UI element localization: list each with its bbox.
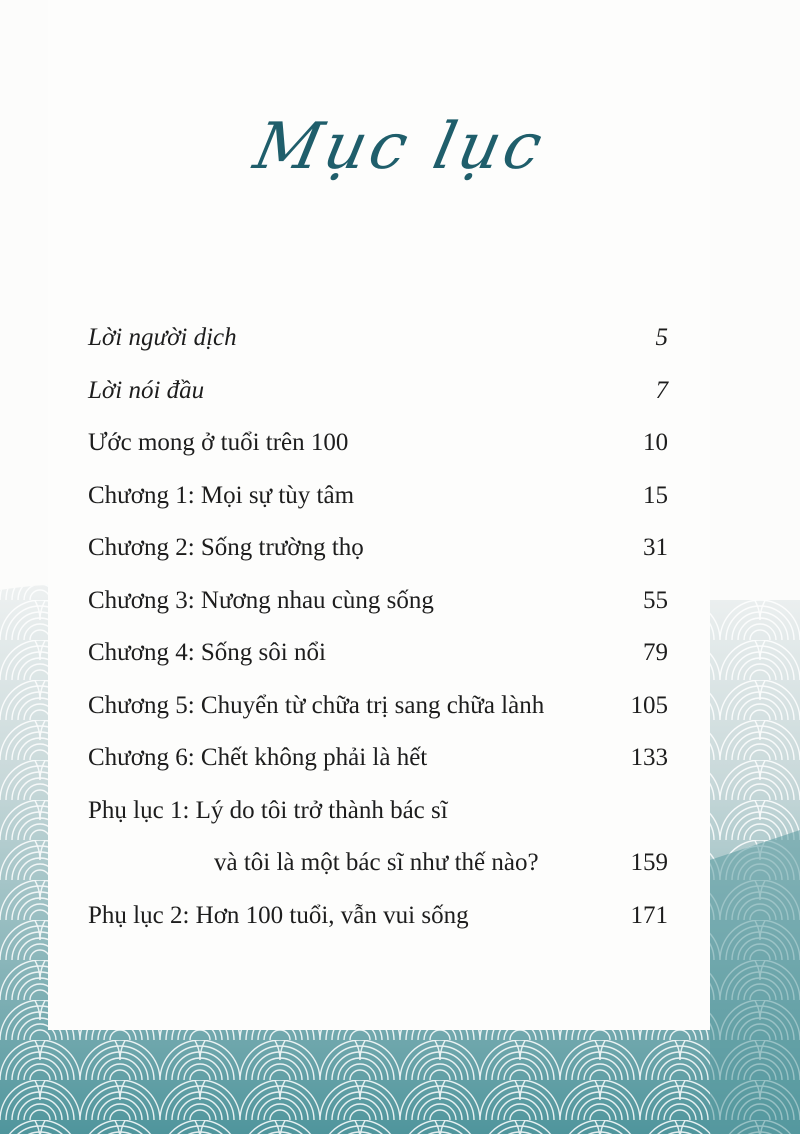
toc-entry[interactable] — [88, 627, 668, 680]
toc-entry-label: Ước mong ở tuổi trên 100 — [88, 429, 349, 456]
toc-entry-label: Chương 5: Chuyển từ chữa trị sang chữa lành — [88, 691, 545, 719]
toc-entry[interactable] — [88, 470, 668, 523]
toc-entry-page: 15 — [643, 481, 668, 509]
toc-entry[interactable] — [88, 365, 668, 418]
toc-entry-label: Chương 2: Sống trường thọ — [88, 534, 364, 561]
table-of-contents — [88, 312, 668, 942]
toc-entry[interactable] — [88, 312, 668, 365]
page-title: Mục lục — [247, 110, 553, 184]
toc-entry[interactable] — [88, 417, 668, 470]
toc-entry-label: Lời người dịch — [88, 324, 237, 351]
toc-entry[interactable] — [88, 522, 668, 575]
toc-entry-label: Lời nói đầu — [88, 376, 205, 404]
toc-entry-page: 55 — [643, 586, 668, 614]
toc-entry-page: 10 — [643, 429, 668, 456]
toc-entry[interactable] — [88, 575, 668, 628]
toc-entry-page: 5 — [655, 324, 668, 351]
toc-entry[interactable] — [88, 732, 668, 785]
toc-entry-label: Phụ lục 2: Hơn 100 tuổi, vẫn vui sống — [88, 901, 469, 929]
toc-entry[interactable] — [88, 785, 668, 838]
toc-entry[interactable] — [88, 680, 668, 733]
toc-entry-label: Chương 4: Sống sôi nổi — [88, 639, 326, 666]
toc-entry-page: 31 — [643, 534, 668, 561]
toc-entry[interactable] — [88, 890, 668, 943]
toc-entry-label: Phụ lục 1: Lý do tôi trở thành bác sĩ — [88, 796, 448, 824]
toc-entry-label: Chương 6: Chết không phải là hết — [88, 744, 428, 771]
toc-entry-page: 79 — [643, 639, 668, 666]
toc-entry-continuation[interactable] — [88, 837, 668, 890]
toc-entry-page: 133 — [630, 744, 668, 771]
toc-entry-page: 7 — [655, 376, 668, 404]
toc-entry-label: Chương 3: Nương nhau cùng sống — [88, 586, 434, 614]
toc-entry-page: 105 — [630, 691, 668, 719]
toc-entry-label: và tôi là một bác sĩ như thế nào? — [214, 849, 539, 876]
toc-entry-page: 159 — [630, 849, 668, 876]
toc-entry-label: Chương 1: Mọi sự tùy tâm — [88, 481, 355, 509]
toc-entry-page: 171 — [630, 901, 668, 929]
